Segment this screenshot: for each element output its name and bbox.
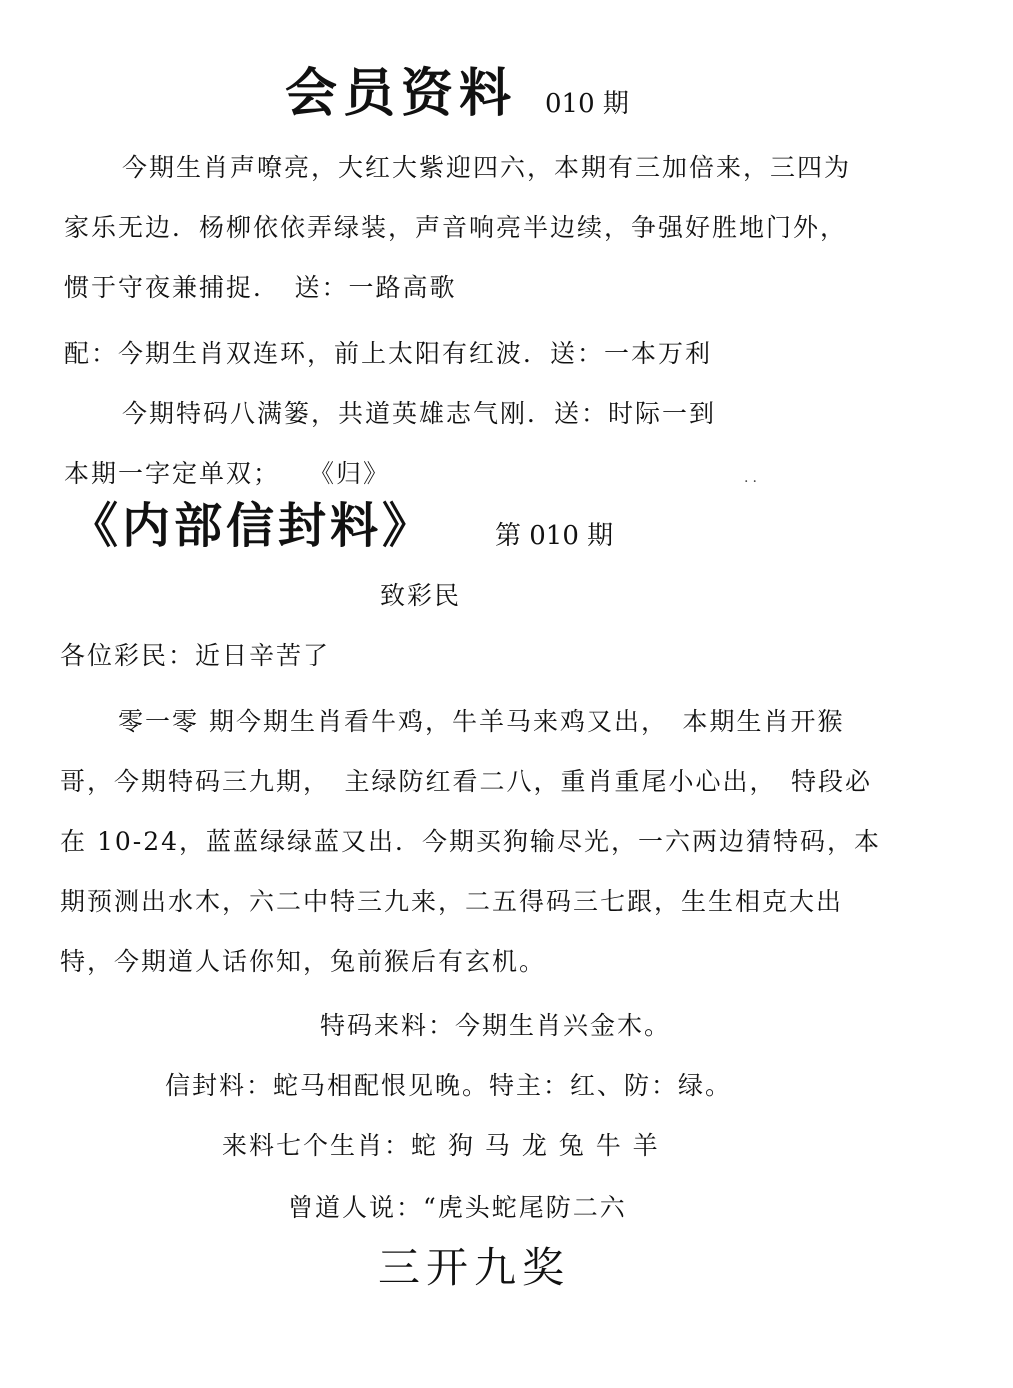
greeting: 各位彩民：近日辛苦了 <box>60 641 331 670</box>
special-material: 特码来料：今期生肖兴金木。 <box>320 1011 672 1040</box>
envelope-issue: 第 010 期 <box>495 521 614 551</box>
paragraph-line-2: 哥，今期特码三九期， 主绿防红看二八，重肖重尾小心出， 特段必 <box>60 767 873 796</box>
poem-line-2: 家乐无边．杨柳依依弄绿装，声音响亮半边续，争强好胜地门外， <box>64 213 848 242</box>
envelope-title: 《内部信封料》 <box>70 498 435 554</box>
paragraph-line-3: 在 10-24，蓝蓝绿绿蓝又出．今期买狗输尽光，一六两边猜特码，本 <box>60 827 882 856</box>
member-info-title: 会员资料 <box>285 63 518 124</box>
paragraph-line-1: 零一零 期今期生肖看牛鸡，牛羊马来鸡又出， 本期生肖开猴 <box>118 707 845 736</box>
poem-line-1: 今期生肖声嘹亮，大红大紫迎四六，本期有三加倍来，三四为 <box>122 153 852 182</box>
pairing-line: 配：今期生肖双连环，前上太阳有红波．送：一本万利 <box>64 339 713 368</box>
special-code-line: 今期特码八满篓，共道英雄志气刚．送：时际一到 <box>122 399 717 428</box>
paragraph-line-4: 期预测出水木，六二中特三九来，二五得码三七跟，生生相克大出 <box>60 887 844 916</box>
final-heading: 三开九奖 <box>378 1243 571 1292</box>
odd-even-line: 本期一字定单双； 《归》 <box>64 459 391 488</box>
saying: 曾道人说：“虎头蛇尾防二六 <box>288 1193 627 1222</box>
seven-zodiac: 来料七个生肖：蛇 狗 马 龙 兔 牛 羊 <box>222 1131 660 1160</box>
envelope-material: 信封料：蛇马相配恨见晚。特主：红、防：绿。 <box>165 1071 733 1100</box>
stray-dots: .. <box>744 470 761 486</box>
subtitle: 致彩民 <box>380 581 462 610</box>
member-info-issue: 010 期 <box>545 89 629 119</box>
poem-line-3: 惯于守夜兼捕捉． 送：一路高歌 <box>64 273 457 302</box>
paragraph-line-5: 特，今期道人话你知，兔前猴后有玄机。 <box>60 947 547 976</box>
